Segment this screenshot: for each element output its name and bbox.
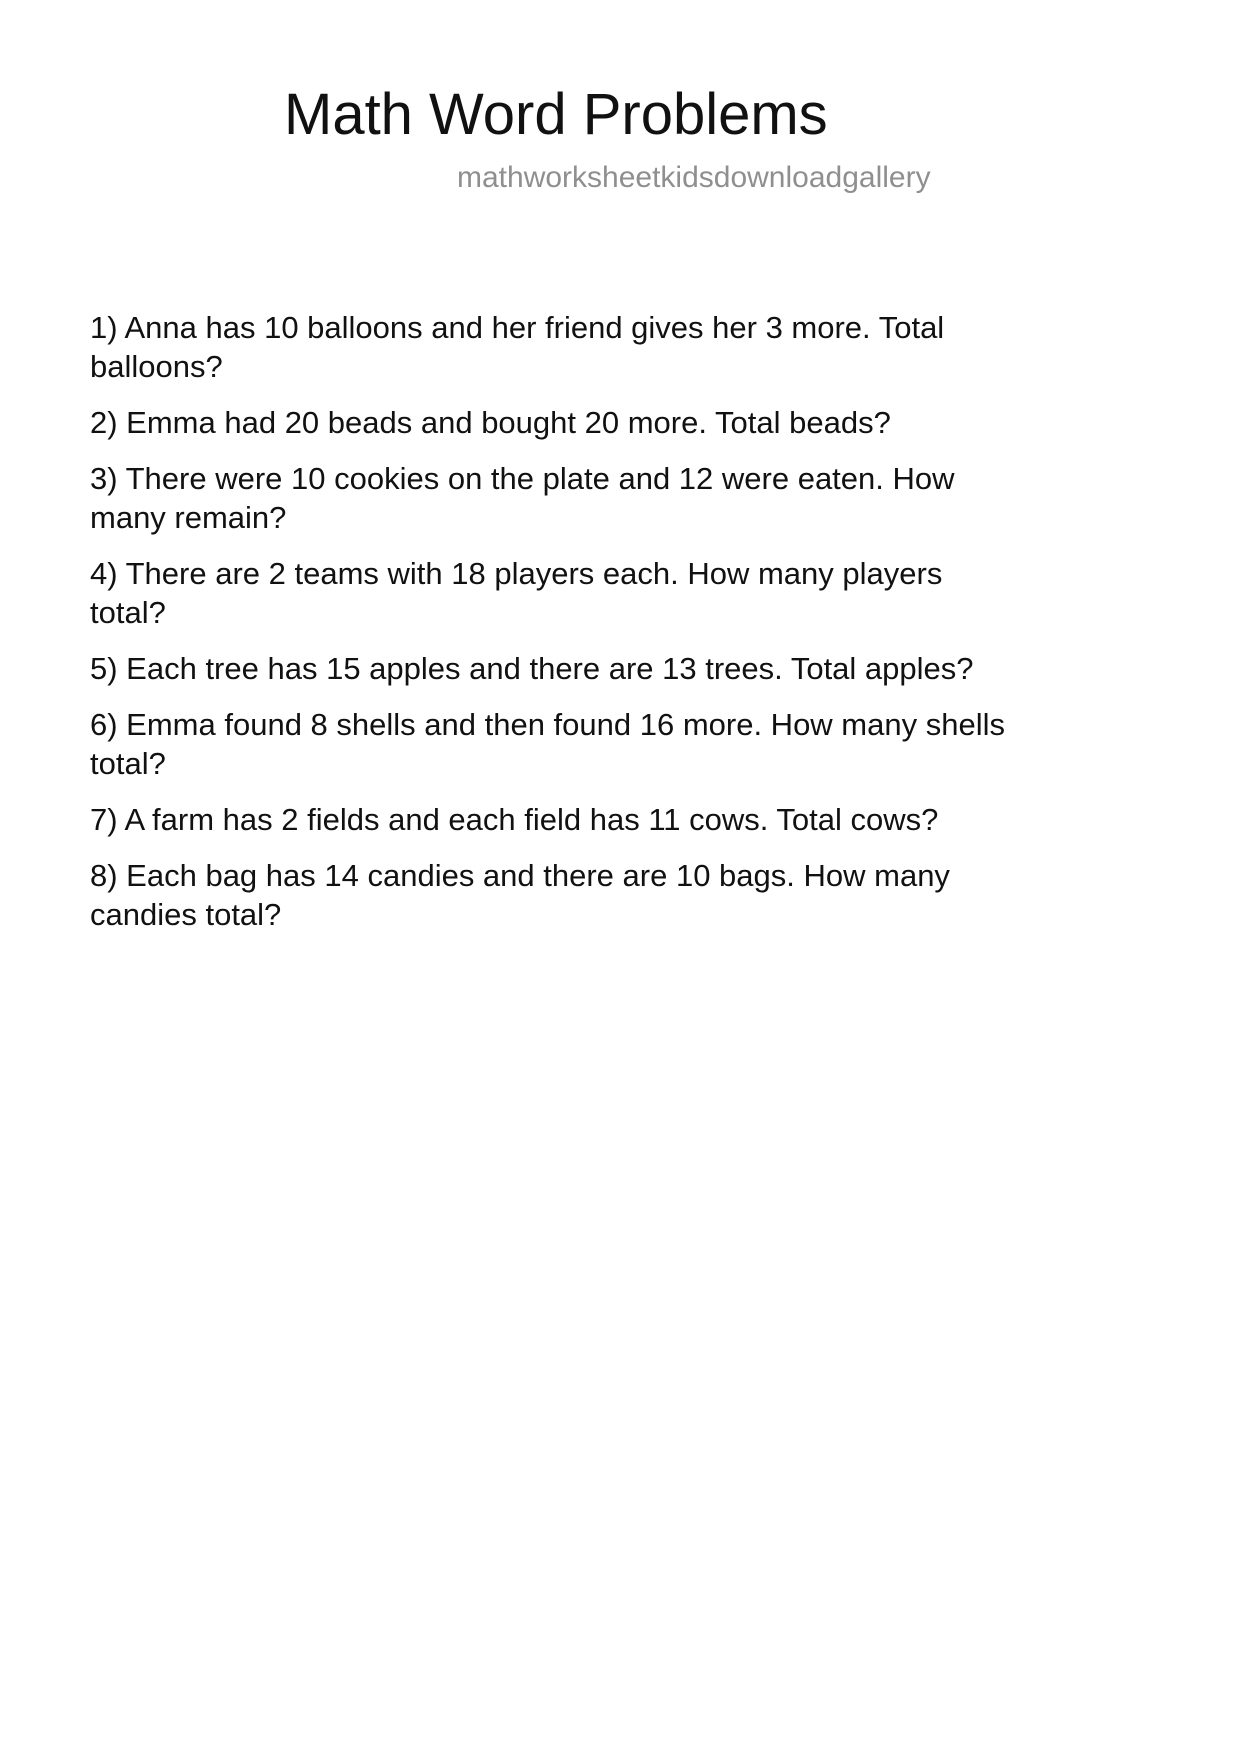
problem-line: 8) Each bag has 14 candies and there are 10 bags. How many (90, 858, 950, 893)
watermark-text: mathworksheetkidsdownloadgallery (457, 161, 931, 194)
problem-line: many remain? (90, 500, 287, 535)
problem-line: 3) There were 10 cookies on the plate and 12 were eaten. How (90, 461, 955, 496)
problem-item (90, 403, 1090, 442)
problem-line: 6) Emma found 8 shells and then found 16 more. How many shells (90, 707, 1005, 742)
problem-line: 1) Anna has 10 balloons and her friend gives her 3 more. Total (90, 310, 945, 345)
problem-item (90, 856, 1090, 934)
problem-line: candies total? (90, 897, 282, 932)
problem-line: total? (90, 746, 166, 781)
page-title: Math Word Problems (284, 82, 828, 147)
problem-line: 2) Emma had 20 beads and bought 20 more. Total beads? (90, 405, 891, 440)
problem-item (90, 649, 1090, 688)
problems-list (90, 308, 1090, 951)
problem-line: 7) A farm has 2 fields and each field has 11 cows. Total cows? (90, 802, 939, 837)
problem-item (90, 800, 1090, 839)
problem-item (90, 308, 1090, 386)
problem-line: 4) There are 2 teams with 18 players each. How many players (90, 556, 943, 591)
problem-item (90, 459, 1090, 537)
problem-line: total? (90, 595, 166, 630)
problem-line: 5) Each tree has 15 apples and there are 13 trees. Total apples? (90, 651, 974, 686)
problem-item (90, 705, 1090, 783)
problem-item (90, 554, 1090, 632)
problem-line: balloons? (90, 349, 223, 384)
